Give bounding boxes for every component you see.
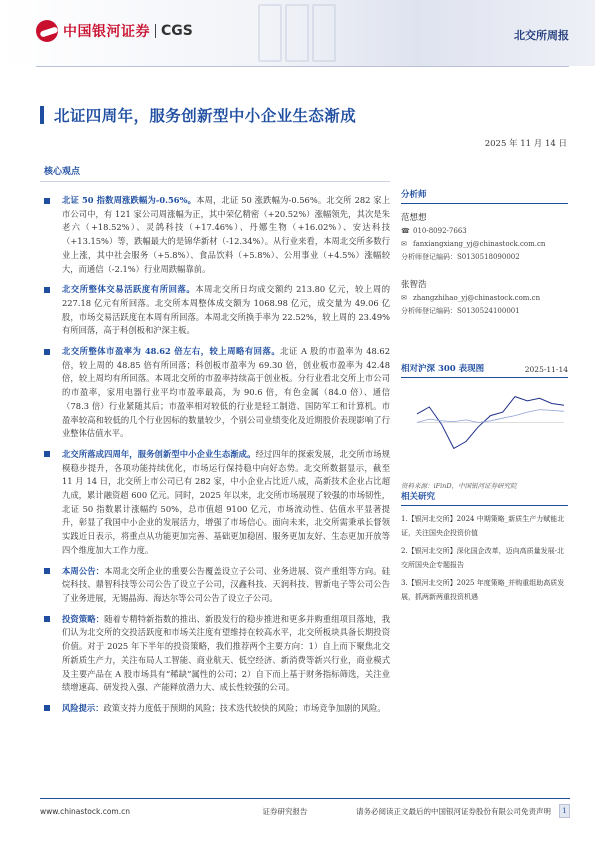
header-divider	[36, 66, 569, 67]
document-type: 北交所周报	[514, 29, 569, 42]
page-footer	[40, 798, 570, 818]
bullet-heading: 风险提示：	[62, 702, 104, 713]
chart-title: 相对沪深 300 表现图	[401, 364, 485, 374]
analyst-name: 范想想	[401, 213, 427, 223]
performance-chart-section	[401, 362, 568, 490]
footer-url[interactable]: www.chinastock.com.cn	[40, 806, 130, 816]
page-number: 1	[559, 804, 570, 818]
bullet-heading: 本周公告：	[62, 565, 105, 576]
logo-separator	[155, 24, 156, 38]
analyst-reg: 分析师登记编码：S0130524100001	[401, 307, 520, 315]
core-bullet	[40, 448, 390, 558]
report-title: 北证四周年，服务创新型中小企业生态渐成	[54, 106, 357, 125]
phone-icon: ☎	[401, 227, 410, 235]
chart-source: 资料来源：iFinD，中国银河证券研究院	[401, 482, 517, 490]
bullet-body: 政策支持力度低于预期的风险；技术迭代较快的风险；市场竞争加剧的风险。	[103, 702, 386, 713]
chart-header	[401, 362, 568, 374]
company-logo	[36, 20, 193, 42]
analyst-phone	[401, 225, 568, 238]
analyst-email-text[interactable]: zhangzhihao_yj@chinastock.com.cn	[413, 294, 541, 302]
bullet-square-icon	[44, 287, 50, 293]
bullet-body: 本周北交所企业的重要公告覆盖设立子公司、业务进展、资产重组等方向。硅烷科技、鼎智科技等公司公告了设立子公司，汉鑫科技、天润科技、智新电子等公司公告了业务进展，无锡晶海、海达尔等公司公告了设立子公司。	[62, 565, 390, 603]
core-bullet	[40, 613, 390, 695]
analyst-card	[401, 278, 568, 318]
report-date: 2025 年 11 月 14 日	[484, 139, 567, 149]
related-item[interactable]: 1.【银河北交所】2024 中期策略_新质生产力赋能北证，关注国央企投资价值	[401, 515, 565, 537]
bullet-heading: 北交所整体市盈率为 48.62 倍左右，较上周略有回落。	[62, 346, 281, 357]
footer-disclaimer: 请务必阅读正文最后的中国银河证券股份有限公司免责声明	[356, 806, 551, 816]
bullet-body: 北证 A 股的市盈率为 48.62 倍，较上周的 48.85 倍有所回落；科创板市盈率为 69.30 倍，创业板市盈率为 42.48 倍，较上周均有所回落。本周北交所的市盈率持续高于创业板。分行业看北交所上市公司的市盈率，家用电器行业平均市盈率最高，为 90.6 倍，有色金属（84.0 倍）、通信（78.3 倍）行业紧随其后；市盈率相对较低的行业是轻工制造、国防军工和计算机。市盈率较高和较低的几个行业因标的数量较少，个别公司业绩变化及近期股价表现影响了行业整体估值水平。	[62, 346, 390, 439]
core-bullet	[40, 702, 390, 716]
logo-text-en: CGS	[161, 23, 193, 39]
footer-divider	[40, 798, 570, 799]
email-icon: ✉	[401, 240, 407, 248]
analyst-name: 张智浩	[401, 280, 427, 290]
core-bullet	[40, 283, 390, 338]
analyst-section	[401, 188, 568, 318]
related-divider	[401, 505, 568, 506]
bullet-square-icon	[44, 616, 50, 622]
logo-mark-icon	[36, 20, 58, 42]
bullet-heading: 北交所整体交易活跃度有所回落。	[62, 284, 196, 295]
bullet-heading: 北交所落成四周年，服务创新型中小企业生态渐成。	[62, 448, 256, 459]
core-bullet	[40, 194, 390, 276]
bullet-body: 经过四年的探索发展，北交所市场规模稳步提升，各项功能持续优化，市场运行保持稳中向好态势。北交所数据显示，截至 11 月 14 日，北交所上市公司已有 282 家，中小企业占比近八成，高新技术企业占比超九成，累计融资超 600 亿元。同时，2025 年以来，北交所市场展现了较强的市场韧性，北证 50 指数累计涨幅约 50%，总市值超 9100 亿元，市场流动性、估值水平显著提升，彰显了我国中小企业的发展活力，增强了市场信心。面向未来，北交所需秉承长督领实践近日表示，将重点从功能更加完善、基础更加稳固、服务更加友好、生态更加开放等四个维度加大工作力度。	[62, 448, 390, 555]
core-views	[40, 164, 390, 716]
header-watermark	[258, 4, 336, 62]
footer-report-type: 证券研究报告	[262, 806, 308, 816]
bullet-square-icon	[44, 568, 50, 574]
bullet-body: 本周，北证 50 涨跌幅为-0.56%。北交所 282 家上市公司中，有 121 家公司周涨幅为正，其中荣亿精密（+20.52%）涨幅领先，其次是朱老六（+18.52%）、灵鸽科技（+17.46%）、丹娜生物（+16.02%）、安达科技（+13.15%）等，跌幅最大的是锦华新材（-12.34%）。从行业来看，本周北交所多数行业上涨，其中社会服务（+5.8%）、食品饮料（+5.8%）、公用事业（+4.5%）涨幅较大，而通信（-2.1%）行业周跌幅靠前。	[62, 195, 390, 274]
analyst-email-text[interactable]: fanxiangxiang_yj@chinastock.com.cn	[413, 240, 546, 248]
bullet-body: 本周北交所日均成交额约 213.80 亿元，较上周的 227.18 亿元有所回落。北交所本周整体成交额为 1068.98 亿元，成交量为 49.06 亿股，市场交易活跃度在本周有所回落。本周北交所换手率为 22.52%，较上周的 23.49%有所回落，高于科创板和沪深主板。	[62, 284, 390, 336]
analyst-reg: 分析师登记编码：S0130518090002	[401, 253, 520, 261]
core-views-label: 核心观点	[44, 167, 81, 177]
related-item[interactable]: 3.【银河北交所】2025 年度策略_并购重组助高质发展，抓两新两重投资机遇	[401, 579, 565, 601]
related-research	[401, 490, 568, 604]
core-views-divider	[40, 181, 390, 182]
bullet-square-icon	[44, 451, 50, 457]
bullet-body: 随着专精特新指数的推出、新股发行的稳步推进和更多并购重组项目落地，我们认为北交所的交投活跃度和市场关注度有望维持在较高水平，北交所板块具备长期投资价值。对于 2025 年下半年的投资策略，我们推荐两个主要方向：1）自上而下聚焦北交所新质生产力，关注布局人工智能、商业航天、低空经济、新消费等新兴行业，商业模式及主要产品在 A 股市场具有“稀缺”属性的公司；2）自下而上基于财务指标筛选，关注业绩增速高、研发投入强、产能释放潜力大、成长性较强的公司。	[62, 613, 390, 693]
analyst-email[interactable]	[401, 238, 568, 251]
chart-date: 2025-11-14	[524, 365, 568, 374]
email-icon: ✉	[401, 294, 407, 302]
analyst-email[interactable]	[401, 292, 568, 305]
core-bullet	[40, 565, 390, 606]
bullet-square-icon	[44, 705, 50, 711]
bullet-square-icon	[44, 198, 50, 204]
related-item[interactable]: 2.【银河北交所】深化国企改革，迈向高质量发展-北交所国央企专题报告	[401, 547, 565, 569]
related-label: 相关研究	[401, 492, 436, 502]
bullet-heading: 北证 50 指数周涨跌幅为-0.56%。	[62, 195, 197, 205]
title-accent-bar	[40, 106, 44, 124]
performance-chart	[401, 384, 568, 469]
logo-text-cn: 中国银河证券	[63, 24, 150, 40]
bullet-heading: 投资策略：	[62, 613, 105, 624]
chart-divider	[401, 377, 568, 378]
page-header	[0, 0, 595, 66]
analyst-card	[401, 211, 568, 264]
analyst-label: 分析师	[401, 190, 427, 200]
analyst-phone-text: 010-8092-7663	[413, 227, 467, 235]
bullet-list	[40, 194, 390, 716]
bullet-square-icon	[44, 349, 50, 355]
analyst-divider	[401, 203, 568, 204]
core-bullet	[40, 345, 390, 441]
